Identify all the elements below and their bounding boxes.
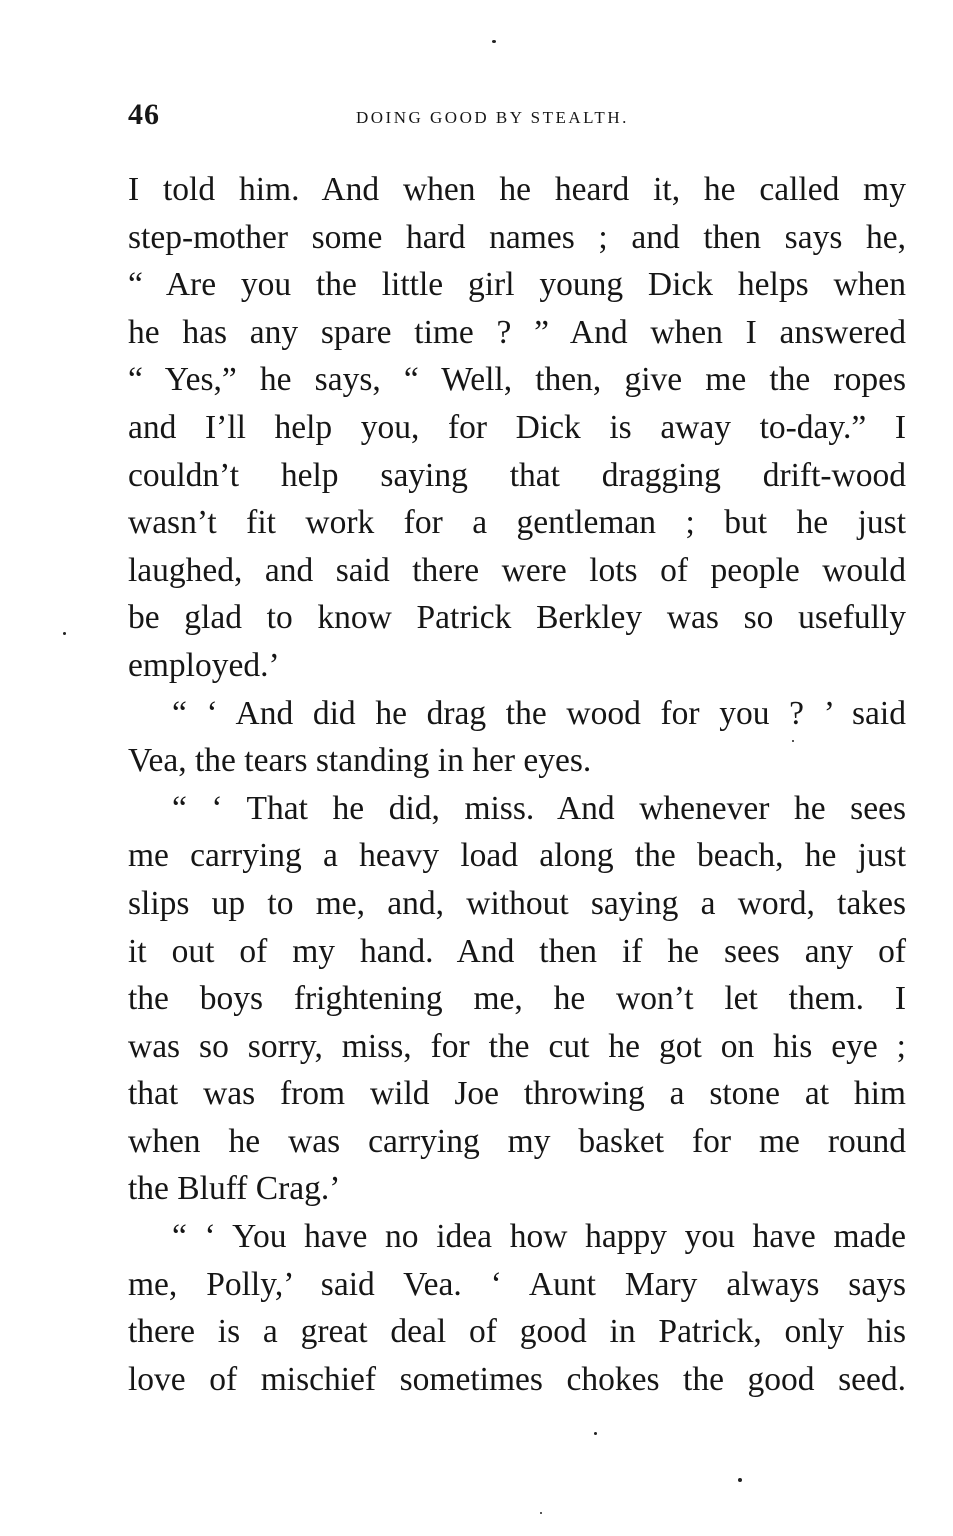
text-line: he has any spare time ? ” And when I answered: [128, 313, 906, 351]
page-header: [128, 98, 908, 138]
text-line: the boys frightening me, he won’t let them. I: [128, 980, 906, 1018]
text-line: step-mother some hard names ; and then says he,: [128, 218, 906, 256]
text-line: “ Are you the little girl young Dick helps when: [128, 266, 906, 304]
running-title: DOING GOOD BY STEALTH.: [356, 108, 629, 127]
text-line: “ ‘ And did he drag the wood for you ? ’ said: [172, 694, 906, 732]
scan-speck: [63, 632, 66, 635]
text-line: laughed, and said there were lots of people would: [128, 551, 906, 589]
text-line: “ ‘ You have no idea how happy you have made: [172, 1218, 906, 1256]
text-line: when he was carrying my basket for me round: [128, 1122, 906, 1160]
scan-speck: [492, 40, 496, 43]
text-line: be glad to know Patrick Berkley was so usefully: [128, 599, 906, 637]
scan-speck: [540, 1512, 542, 1514]
text-line: was so sorry, miss, for the cut he got on his eye ;: [128, 1027, 906, 1065]
text-line: “ Yes,” he says, “ Well, then, give me the ropes: [128, 361, 906, 399]
page-number: 46: [128, 98, 160, 131]
text-line: me, Polly,’ said Vea. ‘ Aunt Mary always says: [128, 1265, 906, 1303]
text-line: there is a great deal of good in Patrick, only his: [128, 1313, 906, 1351]
scan-speck: [594, 1432, 597, 1435]
text-line: and I’ll help you, for Dick is away to-day.” I: [128, 408, 906, 446]
text-line: wasn’t fit work for a gentleman ; but he just: [128, 504, 906, 542]
scan-speck: [792, 740, 794, 742]
text-line: couldn’t help saying that dragging drift-wood: [128, 456, 906, 494]
text-line: I told him. And when he heard it, he called my: [128, 171, 906, 208]
text-line: “ ‘ That he did, miss. And whenever he sees: [172, 789, 906, 827]
body-text: [128, 166, 906, 1403]
text-line: it out of my hand. And then if he sees any of: [128, 932, 906, 970]
text-line: employed.’: [128, 646, 280, 684]
text-line: slips up to me, and, without saying a word, takes: [128, 884, 906, 922]
text-line: that was from wild Joe throwing a stone at him: [128, 1075, 906, 1113]
scan-speck: [738, 1478, 742, 1482]
text-line: Vea, the tears standing in her eyes.: [128, 742, 592, 780]
text-line: me carrying a heavy load along the beach, he just: [128, 837, 906, 875]
text-line: the Bluff Crag.’: [128, 1170, 341, 1208]
text-line: love of mischief sometimes chokes the good seed.: [128, 1360, 906, 1398]
